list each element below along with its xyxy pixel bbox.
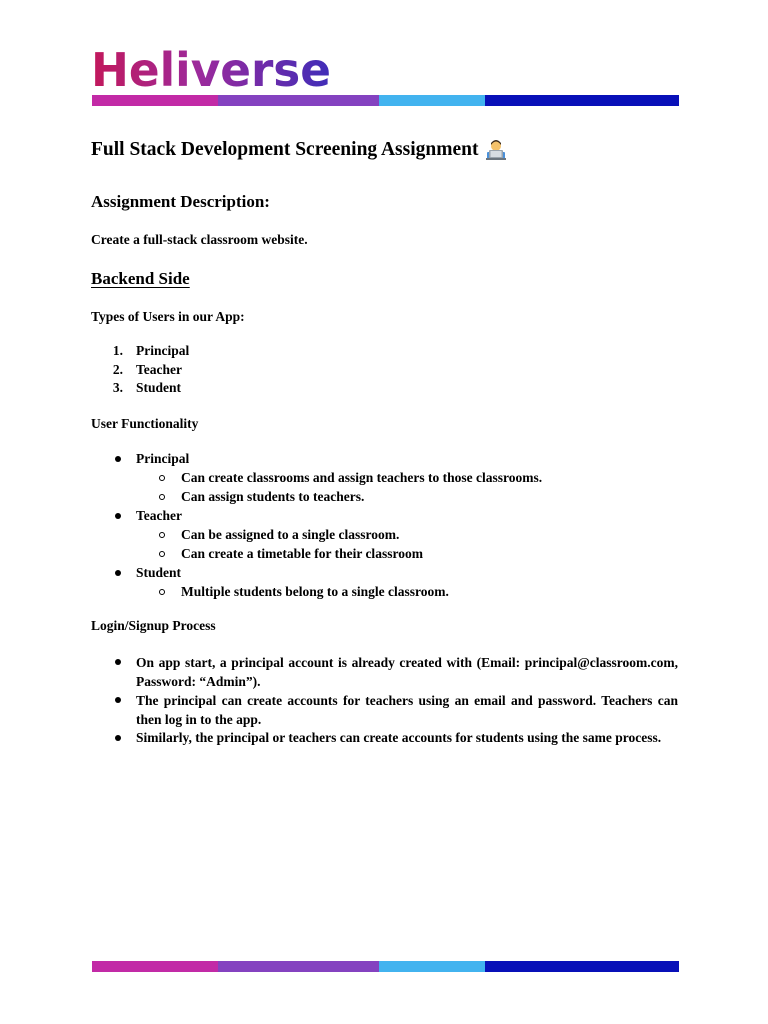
page-title-text: Full Stack Development Screening Assignment [91,139,479,160]
list-item-line: then log in to the app. [136,712,262,727]
bottom-color-stripe [92,961,679,972]
bullet-icon [115,735,121,741]
login-signup-heading: Login/Signup Process [91,618,216,633]
top-color-stripe [92,95,679,106]
bullet-icon [115,570,121,576]
hollow-bullet-icon [159,532,165,538]
technologist-emoji-icon [484,137,508,161]
hollow-bullet-icon [159,494,165,500]
bullet-icon [115,513,121,519]
stripe-segment-lightblue [379,95,485,106]
stripe-segment-purple [218,961,379,972]
page-title [91,138,508,162]
list-item [136,691,678,729]
stripe-segment-lightblue [379,961,485,972]
list-item: Can create classrooms and assign teachers to those classrooms. [181,470,543,485]
list-item [136,653,678,691]
stripe-segment-magenta [92,95,218,106]
list-item: Similarly, the principal or teachers can create accounts for students using the same process. [136,730,662,745]
heliverse-logo [91,44,336,92]
logo-wordmark: Heliverse [91,44,331,92]
list-item-line: On app start, a principal account is already created with (Email: principal@classroom.com, [136,655,678,670]
list-marker: 2. [112,362,123,377]
list-item-line: Password: “Admin”). [136,674,261,689]
assignment-description-text: Create a full-stack classroom website. [91,232,308,247]
hollow-bullet-icon [159,475,165,481]
list-item: Principal [136,343,190,358]
backend-heading: Backend Side [91,269,190,288]
list-item: Can assign students to teachers. [181,489,365,504]
list-item: Can be assigned to a single classroom. [181,527,400,542]
stripe-segment-darkblue [485,95,679,106]
list-item: Student [136,565,182,580]
list-item: Teacher [136,508,182,523]
user-functionality-heading: User Functionality [91,416,199,431]
stripe-segment-darkblue [485,961,679,972]
list-item-line: The principal can create accounts for teachers using an email and password. Teachers can [136,693,678,708]
list-item: Principal [136,451,190,466]
list-marker: 3. [112,380,123,395]
user-types-heading: Types of Users in our App: [91,309,245,324]
list-item: Teacher [136,362,182,377]
assignment-description-heading: Assignment Description: [91,192,270,211]
stripe-segment-purple [218,95,379,106]
hollow-bullet-icon [159,589,165,595]
list-item: Can create a timetable for their classroom [181,546,423,561]
hollow-bullet-icon [159,551,165,557]
list-item: Student [136,380,182,395]
list-item: Multiple students belong to a single classroom. [181,584,449,599]
bullet-icon [115,659,121,665]
bullet-icon [115,456,121,462]
list-marker: 1. [112,343,123,358]
bullet-icon [115,697,121,703]
stripe-segment-magenta [92,961,218,972]
